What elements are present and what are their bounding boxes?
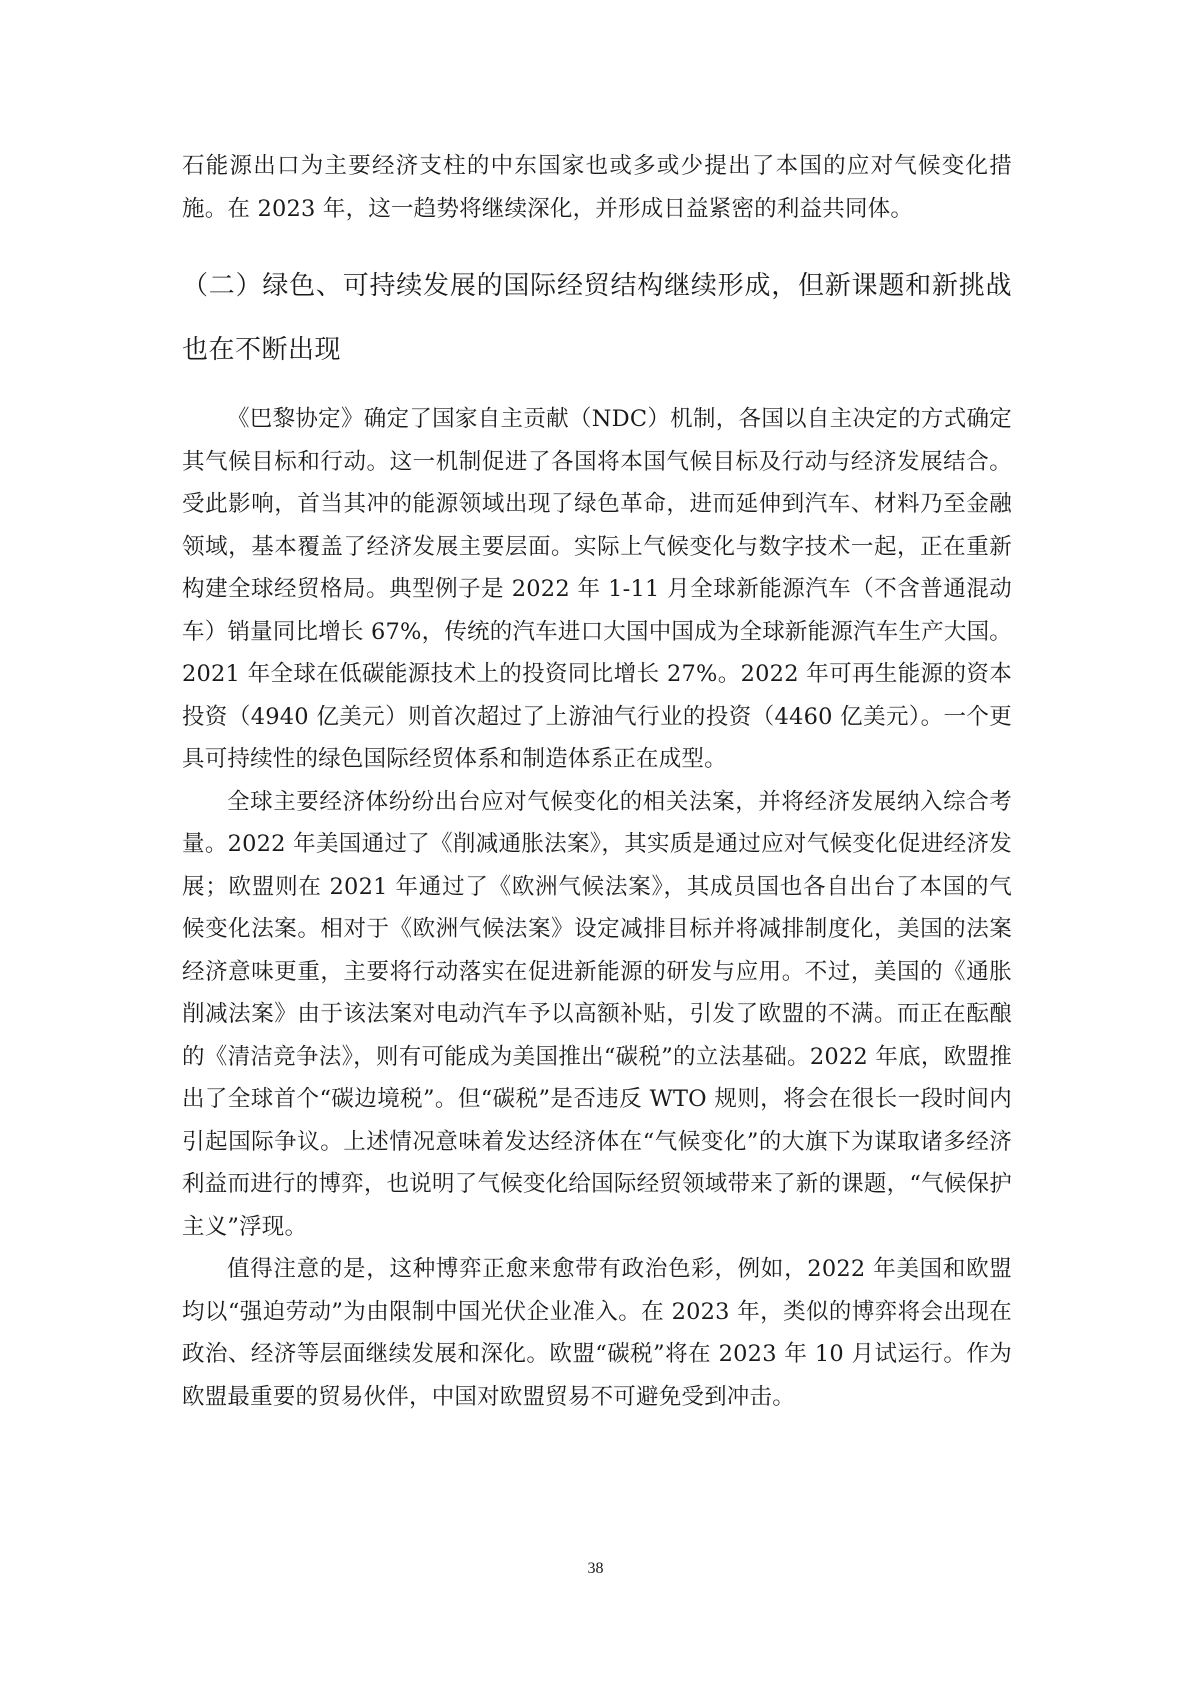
body-paragraph-3: 值得注意的是，这种博弈正愈来愈带有政治色彩，例如，2022 年美国和欧盟均以“强迫劳动”为由限制中国光伏企业准入。在 2023 年，类似的博弈将会出现在政治、经济等层面继续发展和深化。欧盟“碳税”将在 2023 年 10 月试运行。作为欧盟最重要的贸易伙伴，中国对欧盟贸易不可避免受到冲击。 xyxy=(182,1256,1012,1410)
body-paragraph-1: 《巴黎协定》确定了国家自主贡献（NDC）机制，各国以自主决定的方式确定其气候目标和行动。这一机制促进了各国将本国气候目标及行动与经济发展结合。受此影响，首当其冲的能源领域出现了绿色革命，进而延伸到汽车、材料乃至金融领域，基本覆盖了经济发展主要层面。实际上气候变化与数字技术一起，正在重新构建全球经贸格局。典型例子是 2022 年 1-11 月全球新能源汽车（不含普通混动车）销量同比增长 67%，传统的汽车进口大国中国成为全球新能源汽车生产大国。2021 年全球在低碳能源技术上的投资同比增长 27%。2022 年可再生能源的资本投资（4940 亿美元）则首次超过了上游油气行业的投资（4460 亿美元）。一个更具可持续性的绿色国际经贸体系和制造体系正在成型。 xyxy=(182,406,1012,772)
page-number: 38 xyxy=(587,1560,604,1577)
continued-paragraph: 石能源出口为主要经济支柱的中东国家也或多或少提出了本国的应对气候变化措施。在 2023 年，这一趋势将继续深化，并形成日益紧密的利益共同体。 xyxy=(182,153,1012,222)
page-content xyxy=(182,145,1012,1418)
body-paragraph-2: 全球主要经济体纷纷出台应对气候变化的相关法案，并将经济发展纳入综合考量。2022 年美国通过了《削减通胀法案》，其实质是通过应对气候变化促进经济发展；欧盟则在 2021 年通过了《欧洲气候法案》，其成员国也各自出台了本国的气候变化法案。相对于《欧洲气候法案》设定减排目标并将减排制度化，美国的法案经济意味更重，主要将行动落实在促进新能源的研发与应用。不过，美国的《通胀削减法案》由于该法案对电动汽车予以高额补贴，引发了欧盟的不满。而正在酝酿的《清洁竞争法》，则有可能成为美国推出“碳税”的立法基础。2022 年底，欧盟推出了全球首个“碳边境税”。但“碳税”是否违反 WTO 规则，将会在很长一段时间内引起国际争议。上述情况意味着发达经济体在“气候变化”的大旗下为谋取诸多经济利益而进行的博弈，也说明了气候变化给国际经贸领域带来了新的课题，“气候保护主义”浮现。 xyxy=(182,788,1012,1240)
section-heading: （二）绿色、可持续发展的国际经贸结构继续形成，但新课题和新挑战也在不断出现 xyxy=(182,271,1012,365)
